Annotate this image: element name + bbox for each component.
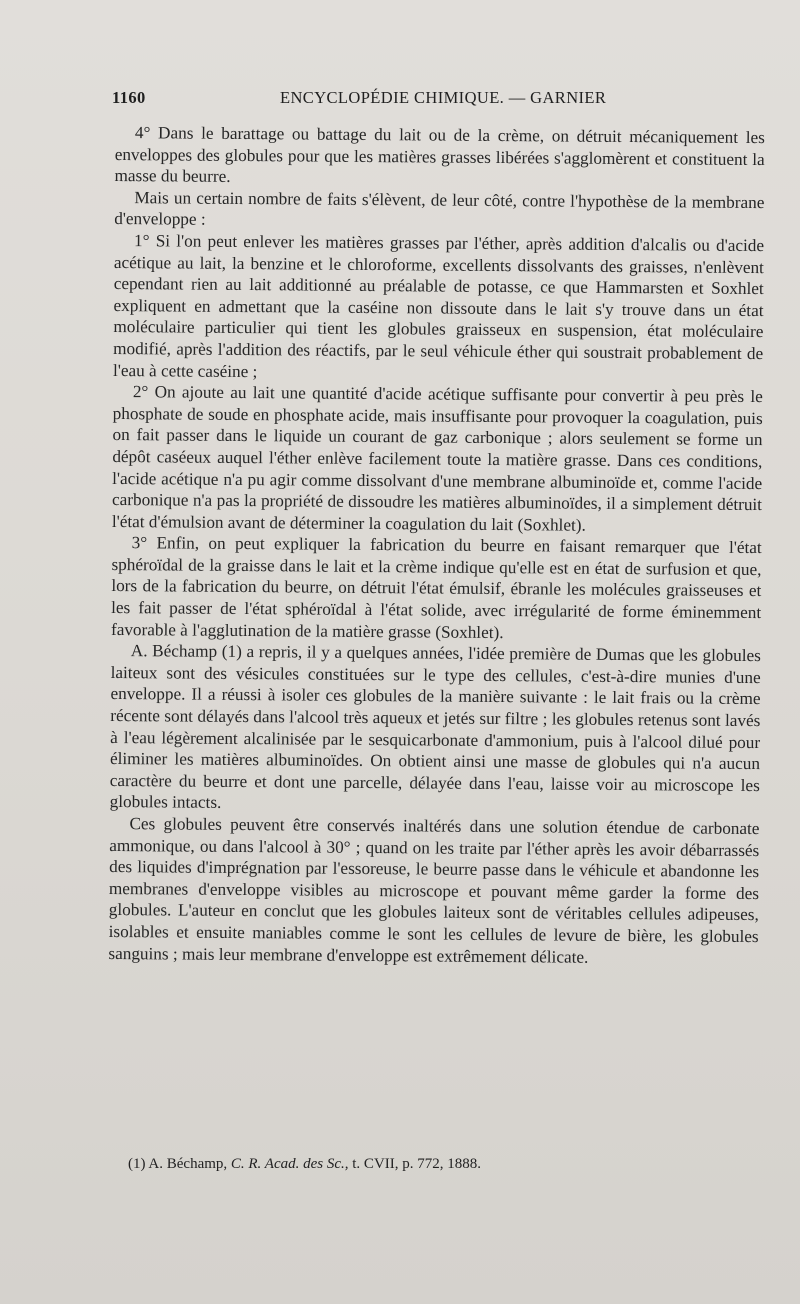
running-head: ENCYCLOPÉDIE CHIMIQUE. — GARNIER: [280, 88, 607, 107]
footnote-journal: C. R. Acad. des Sc.,: [230, 1156, 349, 1172]
footnote-prefix: (1) A. Béchamp,: [128, 1156, 228, 1172]
page-number: 1160: [112, 88, 146, 107]
footnote-suffix: t. CVII, p. 772, 1888.: [352, 1156, 482, 1172]
paragraph-bechamp: A. Béchamp (1) a repris, il y a quelques années, l'idée première de Dumas que les globules laiteux sont des vésicules constituées sur le type des cellules, c'est-à-dire munies d'une enveloppe. Il a réussi à isoler ces globules de la manière suivante : le lait frais ou la crème récente sont délayés dans l'alcool très aqueux et jetés sur filtre ; les globules retenus sont lavés à l'eau légèrement alcalinisée par le sesquicarbonate d'ammonium, puis à l'alcool dilué pour éliminer les matières albuminoïdes. On obtient ainsi une masse de globules qui n'a aucun caractère du beurre et dont une parcelle, délayée dans l'eau, laisse voir au microscope les globules intacts.: [109, 641, 761, 813]
body-text: [108, 122, 765, 969]
page-header: [112, 88, 772, 114]
paragraph-objections-intro: Mais un certain nombre de faits s'élèvent, de leur côté, contre l'hypothèse de la membrane d'enveloppe :: [114, 187, 765, 230]
footnote: [128, 1154, 748, 1174]
paragraph-conservation: Ces globules peuvent être conservés inaltérés dans une solution étendue de carbonate ammonique, ou dans l'alcool à 30° ; quand on les traite par l'éther après les avoir débarrassés des liquides d'imprégnation par l'essoreuse, le beurre passe dans le véhicule et abandonne les membranes d'enveloppe visibles au microscope et pouvant même garder la forme des globules. L'auteur en conclut que les globules laiteux sont de véritables cellules adipeuses, isolables et ensuite maniables comme le sont les cellules de levure de bière, les globules sanguins ; mais leur membrane d'enveloppe est extrêmement délicate.: [108, 814, 760, 967]
paragraph-objection-3: 3° Enfin, on peut expliquer la fabrication du beurre en faisant remarquer que l'état sphéroïdal de la graisse dans le lait et la crème indique qu'elle est en état de surfusion et que, lors de la fabrication du beurre, on détruit l'état émulsif, ébranle les molécules graisseuses et les fait passer de l'état sphéroïdal à l'état solide, avec irrégularité de forme éminemment favorable à l'agglutination de la matière grasse (Soxhlet).: [110, 533, 762, 642]
paragraph-churning: 4° Dans le barattage ou battage du lait ou de la crème, on détruit mécaniquement les enveloppes des globules pour que les matières grasses libérées s'agglomèrent et constituent la masse du beurre.: [114, 123, 765, 187]
paragraph-objection-1: 1° Si l'on peut enlever les matières grasses par l'éther, après addition d'alcalis ou d'acide acétique au lait, la benzine et le chloroforme, excellents dissolvants des graisses, n'enlèvent cependant rien au lait additionné au préalable de potasse, ce que Hammarsten et Soxhlet expliquent en admettant que la caséine non dissoute dans le lait s'y trouve dans un état moléculaire particulier qui tient les globules graisseux en suspension, état moléculaire modifié, après l'addition des réactifs, par le seul véhicule éther qui soustrait probablement de l'eau à cette caséine ;: [112, 231, 765, 381]
paragraph-objection-2: 2° On ajoute au lait une quantité d'acide acétique suffisante pour convertir à peu près le phosphate de soude en phosphate acide, mais insuffisante pour provoquer la coagulation, puis on fait passer dans le liquide un courant de gaz carbonique ; alors seulement se forme un dépôt caséeux auquel l'éther enlève facilement toute la matière grasse. Dans ces conditions, l'acide acétique n'a pu agir comme dissolvant d'une membrane albuminoïde et, comme l'acide carbonique n'a pas la propriété de dissoudre les matières albuminoïdes, il a simplement détruit l'état d'émulsion avant de déterminer la coagulation du lait (Soxhlet).: [111, 382, 763, 535]
